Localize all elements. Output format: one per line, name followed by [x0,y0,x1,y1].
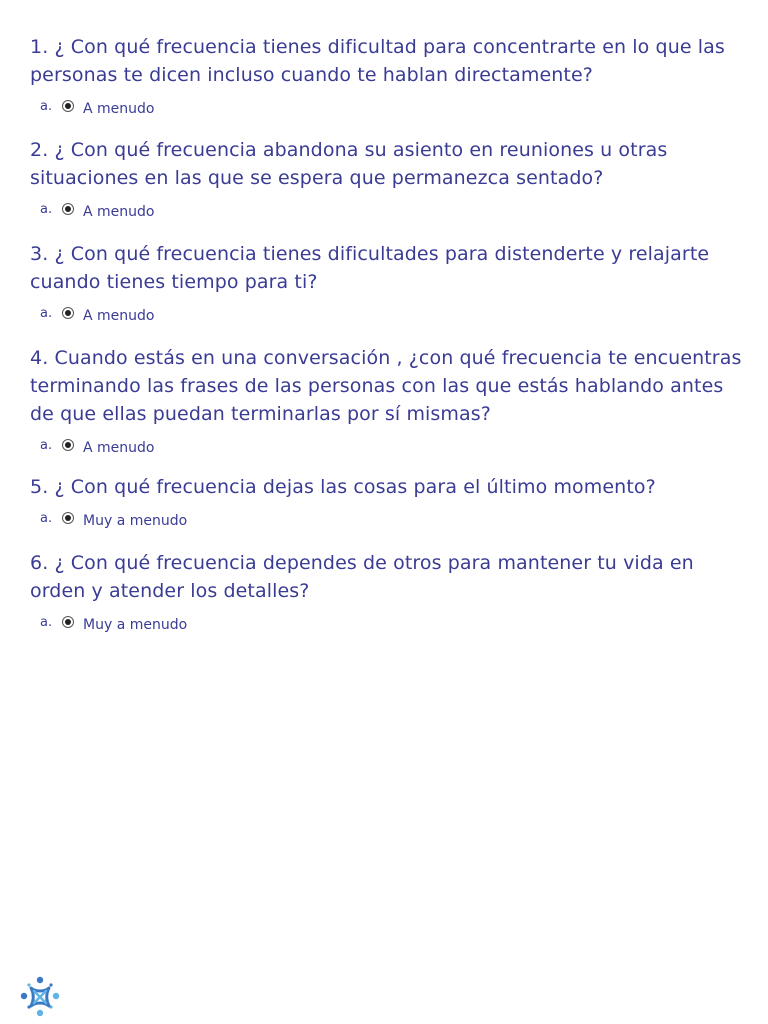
answer-row[interactable] [40,508,742,532]
question-2 [30,136,742,223]
question-text: 3. ¿ Con qué frecuencia tienes dificultades para distenderte y relajarte cuando tienes tiempo para ti? [30,243,710,293]
question-text: 6. ¿ Con qué frecuencia dependes de otros para mantener tu vida en orden y atender los detalles? [30,552,694,602]
question-4 [30,344,742,459]
answer-row[interactable] [40,612,742,636]
question-1 [30,33,742,120]
radio-selected-icon[interactable] [62,307,74,319]
answer-text: A menudo [83,440,155,456]
answer-letter: a. [40,510,53,526]
answer-text: Muy a menudo [83,617,188,633]
questions-list [30,33,742,636]
answer-text: A menudo [83,308,155,324]
answer-letter: a. [40,201,53,217]
answer-row[interactable] [40,303,742,327]
question-text: 2. ¿ Con qué frecuencia abandona su asiento en reuniones u otras situaciones en las que se espera que permanezca sentado? [30,139,668,189]
question-text: 5. ¿ Con qué frecuencia dejas las cosas para el último momento? [30,476,656,498]
question-text: 1. ¿ Con qué frecuencia tienes dificultad para concentrarte en lo que las personas te dicen incluso cuando te hablan directamente? [30,36,725,86]
answer-row[interactable] [40,96,742,120]
answer-row[interactable] [40,199,742,223]
answer-letter: a. [40,98,53,114]
radio-selected-icon[interactable] [62,439,74,451]
answer-text: Muy a menudo [83,513,188,529]
question-3 [30,240,742,327]
radio-selected-icon[interactable] [62,512,74,524]
answer-text: A menudo [83,204,155,220]
radio-selected-icon[interactable] [62,203,74,215]
answer-text: A menudo [83,101,155,117]
radio-selected-icon[interactable] [62,616,74,628]
brand-logo-icon [20,976,60,1018]
answer-row[interactable] [40,435,742,459]
question-6 [30,549,742,636]
answer-letter: a. [40,614,53,630]
answer-letter: a. [40,305,53,321]
question-5 [30,473,742,532]
radio-selected-icon[interactable] [62,100,74,112]
question-text: 4. Cuando estás en una conversación , ¿con qué frecuencia te encuentras terminando las frases de las personas con las que estás hablando antes de que ellas puedan terminarlas por sí mismas? [30,347,742,425]
answer-letter: a. [40,437,53,453]
